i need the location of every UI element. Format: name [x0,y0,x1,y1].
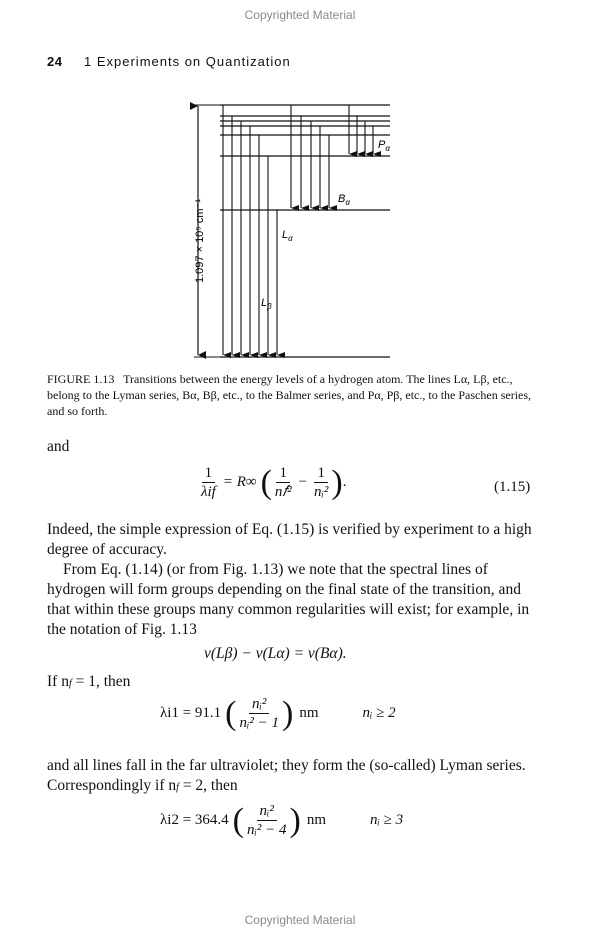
eq115-lhs: $\frac{1}{\text{λif}}$ [201,465,216,500]
paragraph-3: and all lines fall in the far ultraviolet; they form the (so-called) Lyman series. Correspondingly if nf = 2, then [47,757,526,794]
relation-equation: ν(Lβ) − ν(Lα) = ν(Bα). [204,645,347,662]
paschen-series-arrows [349,105,373,154]
axis-label: 1.097 × 10⁵ cm⁻¹ [194,198,206,283]
paragraph-1: Indeed, the simple expression of Eq. (1.15) is verified by experiment to a high degree of accuracy. [47,521,532,558]
label-b-alpha: $B_\alpha$ [338,193,350,207]
equation-lyman: λi1 = 91.1 ( $\frac{\text{nᵢ²}}{\text{nᵢ² − 1}}$ ) nm nᵢ ≥ 2 [160,694,396,732]
paragraph-2: From Eq. (1.14) (or from Fig. 1.13) we note that the spectral lines of hydrogen will form groups depending on the final state of the transition, and that within these groups many common regularities will exist; for example, in the notation of Fig. 1.13 [47,561,530,638]
equation-1-15: $\frac{1}{\text{λif}}$ = R∞ ( $\frac{1}{\text{n𝑓²}}$ − $\frac{1}{\text{nᵢ²}}$ ) . [198,464,347,501]
text-if-nf1: If nf = 1, then [47,673,131,690]
caption-text: Transitions between the energy levels of a hydrogen atom. The lines Lα, Lβ, etc., belong to the Lyman series, Bα, Bβ, etc., to the Balmer series, and Pα, Pβ, etc., to the Paschen series, and so forth. [47,372,532,418]
page-number: 24 [47,54,63,69]
running-title: 1 Experiments on Quantization [84,54,291,69]
eq115-term2: $\frac{1}{\text{nᵢ²}}$ [314,465,329,500]
label-p-alpha: $P_\alpha$ [378,139,390,153]
energy-level-diagram [180,98,420,364]
equation-number: (1.15) [494,479,531,495]
caption-lead: FIGURE 1.13 [47,372,115,386]
equation-balmer: λi2 = 364.4 ( $\frac{\text{nᵢ²}}{\text{nᵢ² − 4}}$ ) nm nᵢ ≥ 3 [160,801,404,839]
figure-caption [47,371,547,419]
eq115-term1: $\frac{1}{\text{n𝑓²}}$ [274,465,292,500]
watermark-bottom: Copyrighted Material [244,913,356,927]
text-and: and [47,438,70,455]
lyman-series-arrows [223,105,277,355]
label-l-alpha: $L_\alpha$ [282,229,293,243]
eq115-rinf: = R∞ [222,474,257,490]
label-l-beta: $L_\beta$ [261,297,272,311]
watermark-top: Copyrighted Material [244,8,356,22]
